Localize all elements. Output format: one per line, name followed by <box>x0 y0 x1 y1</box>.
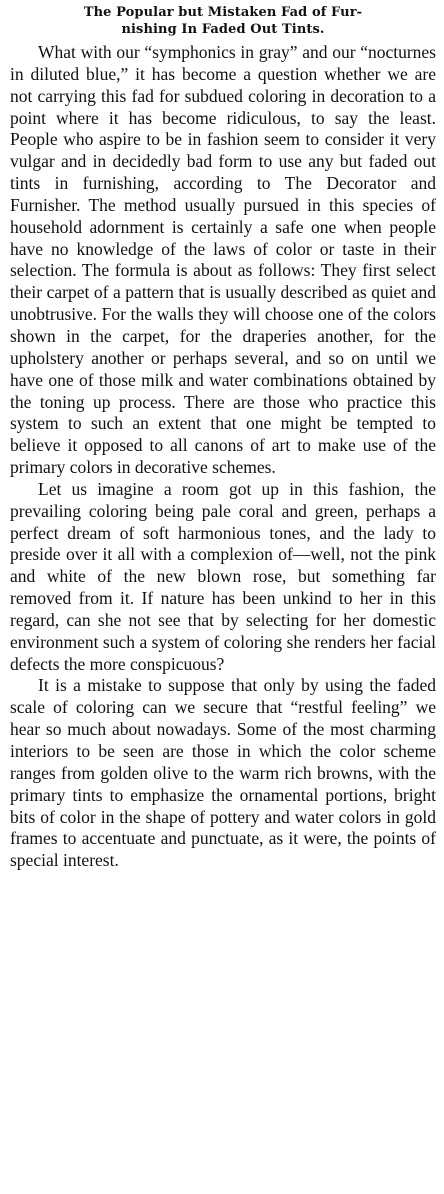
headline-line-1: The Popular but Mistaken Fad of Fur- <box>83 5 363 20</box>
headline-line-2: nishing In Faded Out Tints. <box>121 22 325 37</box>
paragraph-2: Let us imagine a room got up in this fashion, the prevailing coloring being pale coral and green, perhaps a perfect dream of soft harmonious tones, and the lady to preside over it all with a complexion of—well, not the pink and white of the new blown rose, but something far removed from it. If nature has been unkind to her in this regard, can she not see that by selecting for her domestic environment such a system of coloring she renders her facial defects the more conspicuous? <box>10 478 436 674</box>
paragraph-3: It is a mistake to suppose that only by using the faded scale of coloring can we secure that “restful feeling” we hear so much about nowadays. Some of the most charming interiors to be seen are those in which the color scheme ranges from golden olive to the warm rich browns, with the primary tints to emphasize the ornamental portions, bright bits of color in the shape of pottery and water colors in gold frames to accentuate and punctuate, as it were, the points of special interest. <box>10 675 436 871</box>
article-headline <box>10 4 436 38</box>
article-body <box>10 42 436 872</box>
paragraph-1: What with our “symphonics in gray” and our “nocturnes in diluted blue,” it has become a question whether we are not carrying this fad for subdued coloring in decoration to a point where it has become ridiculous, to say the least. People who aspire to be in fashion seem to consider it very vulgar and in decidedly bad form to use any but faded out tints in furnishing, according to The Decorator and Furnisher. The method usually pursued in this species of household adornment is certainly a safe one when people have no knowledge of the laws of color or taste in their selection. The formula is about as follows: They first select their carpet of a pattern that is usually described as quiet and unobtrusive. For the walls they will choose one of the colors shown in the carpet, for the draperies another, for the upholstery another or perhaps several, and so on until we have one of those milk and water combinations obtained by the toning up process. There are those who practice this system to such an extent that one might be tempted to believe it opposed to all canons of art to make use of the primary colors in decorative schemes. <box>10 42 436 478</box>
